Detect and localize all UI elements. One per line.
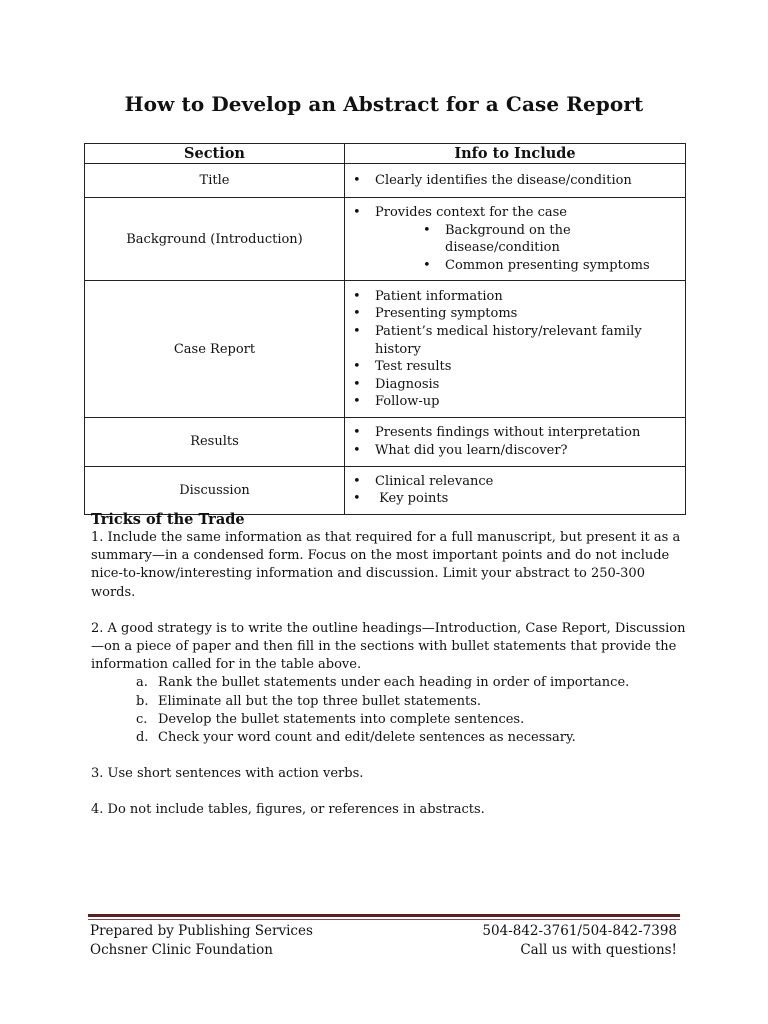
footer-divider-thin (88, 919, 680, 920)
footer-left (90, 922, 313, 959)
list-item: • Diagnosis (351, 376, 677, 394)
bullet-list (351, 172, 677, 190)
table-row-discussion (85, 466, 686, 514)
footer-prepared-by: Prepared by Publishing Services (90, 923, 313, 939)
tip-4: 4. Do not include tables, figures, or references in abstracts. (91, 802, 485, 818)
list-item: • Patient’s medical history/relevant family history (351, 323, 677, 358)
info-cell (345, 164, 686, 198)
step-text: Check your word count and edit/delete sentences as necessary. (158, 730, 576, 746)
table-header-row (85, 144, 686, 164)
step-item (91, 693, 691, 711)
footer-organization: Ochsner Clinic Foundation (90, 941, 273, 958)
bullet-list (351, 204, 677, 274)
step-item (91, 729, 691, 747)
sub-list-item: • Common presenting symptoms (375, 257, 677, 275)
bullet-list (351, 473, 677, 508)
table-row-background (85, 198, 686, 281)
abstract-table (84, 143, 686, 515)
page-title: How to Develop an Abstract for a Case Report (124, 92, 644, 116)
table-row-case-report (85, 281, 686, 418)
list-item: • Key points (351, 490, 677, 508)
bullet-list (351, 424, 677, 459)
footer-divider (88, 914, 680, 917)
step-marker: a. (136, 675, 148, 691)
list-item (351, 204, 677, 274)
table-row-title (85, 164, 686, 198)
list-item: • Clinical relevance (351, 473, 677, 491)
header-info: Info to Include (345, 144, 686, 164)
tricks-section (91, 511, 691, 820)
footer-right (482, 922, 677, 959)
list-item: • Follow-up (351, 393, 677, 411)
sub-bullet-list (375, 222, 677, 275)
step-text: Develop the bullet statements into complete sentences. (158, 711, 525, 727)
step-marker: b. (136, 693, 149, 709)
list-item: • Patient information (351, 288, 677, 306)
footer-call-us: Call us with questions! (520, 941, 677, 958)
step-text: Rank the bullet statements under each heading in order of importance. (158, 675, 630, 691)
section-cell: Background (Introduction) (85, 198, 345, 281)
bullet-list (351, 288, 677, 411)
footer-phone: 504-842-3761/504-842-7398 (482, 923, 677, 939)
sub-list-item: • Background on the disease/condition (375, 222, 677, 257)
info-cell (345, 198, 686, 281)
tip-1: 1. Include the same information as that required for a full manuscript, but present it as a summary—in a condensed form. Focus on the most important points and do not include nice-to-know/interesting information and discussion. Limit your abstract to 250-300 words. (91, 530, 681, 600)
tip-2: 2. A good strategy is to write the outline headings—Introduction, Case Report, Discussion—on a piece of paper and then fill in the sections with bullet statements that provide the information called for in the table above. (91, 620, 686, 673)
step-item (91, 711, 691, 729)
info-cell (345, 281, 686, 418)
info-cell (345, 466, 686, 514)
section-cell: Title (85, 164, 345, 198)
step-marker: d. (136, 730, 149, 746)
header-section: Section (85, 144, 345, 164)
info-cell (345, 418, 686, 466)
table-row-results (85, 418, 686, 466)
list-item: • Clearly identifies the disease/condition (351, 172, 677, 190)
list-item: • Presents findings without interpretation (351, 424, 677, 442)
tip-2-steps (91, 674, 691, 747)
section-cell: Results (85, 418, 345, 466)
step-marker: c. (136, 711, 148, 727)
list-item: • Test results (351, 358, 677, 376)
list-item: • Presenting symptoms (351, 305, 677, 323)
list-item-text: Provides context for the case (375, 205, 567, 220)
tricks-heading: Tricks of the Trade (91, 511, 245, 528)
list-item: • What did you learn/discover? (351, 442, 677, 460)
step-item (91, 674, 691, 692)
section-cell: Discussion (85, 466, 345, 514)
section-cell: Case Report (85, 281, 345, 418)
step-text: Eliminate all but the top three bullet statements. (158, 693, 482, 709)
tip-3: 3. Use short sentences with action verbs. (91, 766, 364, 782)
